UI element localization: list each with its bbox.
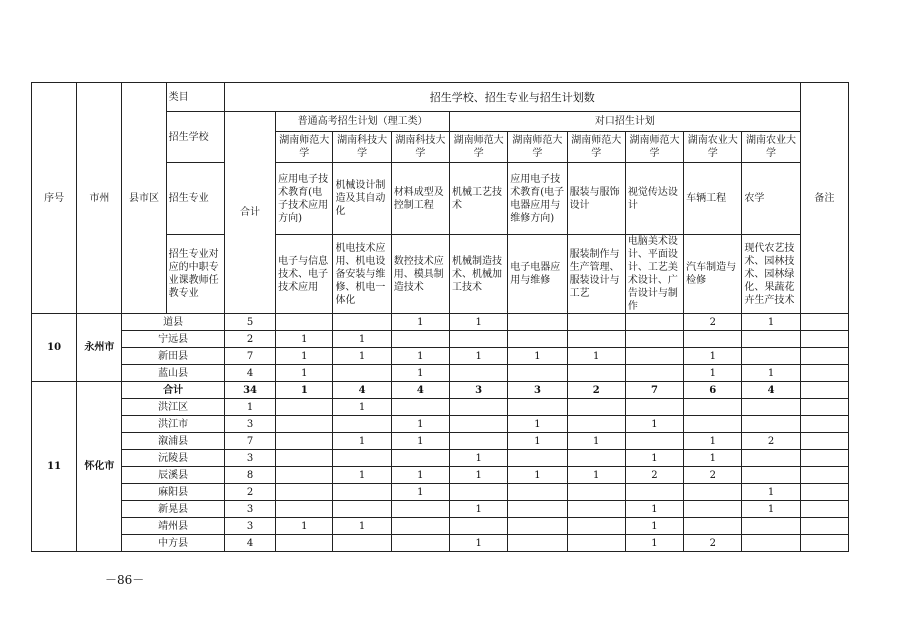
header-school-label: 招生学校 [166,112,224,163]
major-name: 应用电子技术教育(电子电器应用与维修方向) [508,163,567,235]
remark-cell [800,484,848,501]
plan-count [508,365,567,382]
row-total: 3 [224,518,275,535]
teacher-major: 数控技术应用、模具制造技术 [391,235,449,314]
county-name: 新晃县 [122,501,224,518]
plan-count [684,331,742,348]
plan-count [276,467,333,484]
remark-cell [800,433,848,450]
plan-count: 1 [391,365,449,382]
plan-count [508,314,567,331]
school-name: 湖南师范大学 [625,132,683,163]
table-row [32,501,849,518]
plan-count [276,484,333,501]
major-name: 应用电子技术教育(电子技术应用方向) [276,163,333,235]
county-name: 洪江市 [122,416,224,433]
teacher-major: 电子电器应用与维修 [508,235,567,314]
header-group-vocational: 对口招生计划 [450,112,801,132]
school-name: 湖南师范大学 [276,132,333,163]
plan-count: 1 [742,314,800,331]
plan-count [450,416,508,433]
plan-count: 1 [276,518,333,535]
plan-count: 1 [508,416,567,433]
table-row [32,518,849,535]
row-total: 1 [224,399,275,416]
teacher-major: 汽车制造与检修 [684,235,742,314]
plan-count: 1 [625,501,683,518]
table-row [32,348,849,365]
remark-cell [800,365,848,382]
plan-count: 7 [625,382,683,399]
plan-count [567,450,625,467]
plan-count [276,416,333,433]
plan-count: 1 [625,518,683,535]
plan-count [391,535,449,552]
plan-count: 1 [450,501,508,518]
plan-count [508,399,567,416]
major-name: 服装与服饰设计 [567,163,625,235]
remark-cell [800,501,848,518]
header-main-title: 招生学校、招生专业与招生计划数 [224,83,800,112]
plan-count [276,314,333,331]
remark-cell [800,399,848,416]
plan-count [391,518,449,535]
teacher-major: 机械制造技术、机械加工技术 [450,235,508,314]
school-name: 湖南科技大学 [333,132,391,163]
plan-count [567,518,625,535]
plan-count: 1 [625,535,683,552]
group-seq: 10 [32,314,77,382]
plan-count: 1 [333,518,391,535]
plan-count: 1 [333,433,391,450]
county-name: 辰溪县 [122,467,224,484]
plan-count: 1 [333,348,391,365]
row-total: 2 [224,331,275,348]
plan-count [391,450,449,467]
row-total: 3 [224,416,275,433]
remark-cell [800,382,848,399]
plan-count: 2 [684,535,742,552]
plan-count [742,518,800,535]
plan-count [450,399,508,416]
plan-count [567,399,625,416]
header-category: 类目 [166,83,224,112]
plan-count [391,501,449,518]
plan-count [742,467,800,484]
row-total: 2 [224,484,275,501]
teacher-major: 电脑美术设计、平面设计、工艺美术设计、广告设计与制作 [625,235,683,314]
plan-count: 1 [684,348,742,365]
table-row [32,314,849,331]
header-teacher-label: 招生专业对应的中职专业课教师任教专业 [166,235,224,314]
county-name: 新田县 [122,348,224,365]
plan-count: 1 [684,433,742,450]
major-name: 机械设计制造及其自动化 [333,163,391,235]
school-name: 湖南师范大学 [508,132,567,163]
plan-count: 4 [742,382,800,399]
header-total: 合计 [224,112,275,314]
table-row [32,365,849,382]
plan-count [450,433,508,450]
plan-count: 1 [567,348,625,365]
plan-count [567,535,625,552]
header-city: 市州 [77,83,122,314]
plan-count: 2 [684,314,742,331]
plan-count: 2 [742,433,800,450]
plan-count: 1 [450,467,508,484]
page-number: －86－ [105,573,145,587]
header-remark: 备注 [800,83,848,314]
school-name: 湖南师范大学 [450,132,508,163]
plan-count: 1 [276,348,333,365]
plan-count [567,331,625,348]
county-name: 靖州县 [122,518,224,535]
plan-count [276,535,333,552]
plan-count [625,399,683,416]
plan-count [684,416,742,433]
plan-count: 1 [391,433,449,450]
plan-count: 1 [742,501,800,518]
plan-count: 1 [276,331,333,348]
plan-count [333,484,391,501]
plan-count: 1 [450,348,508,365]
row-total: 3 [224,501,275,518]
remark-cell [800,535,848,552]
table-row [32,535,849,552]
plan-count: 3 [450,382,508,399]
table-row [32,399,849,416]
plan-count [684,518,742,535]
teacher-major: 机电技术应用、机电设备安装与维修、机电一体化 [333,235,391,314]
plan-count: 1 [567,433,625,450]
row-total: 7 [224,348,275,365]
plan-count [391,399,449,416]
county-name: 溆浦县 [122,433,224,450]
plan-count: 1 [508,467,567,484]
table-row [32,433,849,450]
plan-count [450,365,508,382]
major-name: 车辆工程 [684,163,742,235]
group-seq: 11 [32,382,77,552]
group-city: 怀化市 [77,382,122,552]
remark-cell [800,314,848,331]
remark-cell [800,416,848,433]
plan-count [450,484,508,501]
plan-count [742,348,800,365]
school-name: 湖南农业大学 [684,132,742,163]
plan-count [276,433,333,450]
plan-count [333,416,391,433]
plan-count: 3 [508,382,567,399]
row-total: 4 [224,365,275,382]
table-row [32,416,849,433]
plan-count: 1 [508,348,567,365]
plan-count [508,518,567,535]
plan-count [391,331,449,348]
plan-count [625,331,683,348]
plan-count: 6 [684,382,742,399]
plan-count [684,501,742,518]
remark-cell [800,450,848,467]
plan-count [333,535,391,552]
plan-count: 2 [567,382,625,399]
plan-count: 1 [742,365,800,382]
county-name: 道县 [122,314,224,331]
major-name: 视觉传达设计 [625,163,683,235]
county-name: 合计 [122,382,224,399]
plan-count [276,450,333,467]
plan-count: 2 [625,467,683,484]
plan-count [508,450,567,467]
plan-count: 1 [742,484,800,501]
plan-count: 1 [450,450,508,467]
plan-count: 2 [684,467,742,484]
plan-count: 1 [333,467,391,484]
plan-count [276,399,333,416]
row-total: 8 [224,467,275,484]
table-row [32,450,849,467]
plan-count [333,314,391,331]
plan-count [625,314,683,331]
plan-count [567,484,625,501]
major-name: 农学 [742,163,800,235]
plan-count [508,535,567,552]
table-row [32,484,849,501]
plan-count [684,484,742,501]
plan-count [742,399,800,416]
plan-count [742,331,800,348]
plan-count: 1 [684,365,742,382]
plan-count [625,433,683,450]
county-name: 宁远县 [122,331,224,348]
table-row [32,331,849,348]
remark-cell [800,467,848,484]
plan-count [508,501,567,518]
plan-count [508,331,567,348]
plan-count [625,365,683,382]
plan-count [742,416,800,433]
enrollment-plan-table [31,82,849,552]
plan-count: 1 [276,382,333,399]
remark-cell [800,518,848,535]
plan-count [742,450,800,467]
plan-count: 1 [276,365,333,382]
header-group-general: 普通高考招生计划（理工类） [276,112,450,132]
plan-count: 1 [333,399,391,416]
plan-count [567,501,625,518]
plan-count: 1 [567,467,625,484]
plan-count [333,450,391,467]
plan-count [625,348,683,365]
plan-count [742,535,800,552]
plan-count: 4 [333,382,391,399]
county-name: 中方县 [122,535,224,552]
plan-count: 1 [684,450,742,467]
plan-count: 1 [391,314,449,331]
plan-count: 4 [391,382,449,399]
major-name: 材料成型及控制工程 [391,163,449,235]
teacher-major: 电子与信息技术、电子技术应用 [276,235,333,314]
plan-count: 1 [391,467,449,484]
plan-count: 1 [625,450,683,467]
school-name: 湖南师范大学 [567,132,625,163]
row-total: 7 [224,433,275,450]
plan-count [508,484,567,501]
plan-count: 1 [391,484,449,501]
plan-count [625,484,683,501]
county-name: 洪江区 [122,399,224,416]
plan-count: 1 [450,535,508,552]
plan-count [567,365,625,382]
plan-count [333,365,391,382]
row-total: 3 [224,450,275,467]
row-total: 34 [224,382,275,399]
teacher-major: 现代农艺技术、园林技术、园林绿化、果蔬花卉生产技术 [742,235,800,314]
header-county: 县市区 [122,83,166,314]
plan-count [567,416,625,433]
county-name: 沅陵县 [122,450,224,467]
plan-count [333,501,391,518]
plan-count [567,314,625,331]
plan-count: 1 [391,416,449,433]
header-major-label: 招生专业 [166,163,224,235]
plan-count: 1 [333,331,391,348]
header-seq: 序号 [32,83,77,314]
group-city: 永州市 [77,314,122,382]
school-name: 湖南科技大学 [391,132,449,163]
plan-count [450,331,508,348]
plan-count: 1 [450,314,508,331]
plan-count: 1 [508,433,567,450]
major-name: 机械工艺技术 [450,163,508,235]
plan-count [684,399,742,416]
plan-count [450,518,508,535]
school-name: 湖南农业大学 [742,132,800,163]
row-total: 4 [224,535,275,552]
county-name: 麻阳县 [122,484,224,501]
plan-count: 1 [625,416,683,433]
county-name: 蓝山县 [122,365,224,382]
teacher-major: 服装制作与生产管理、服装设计与工艺 [567,235,625,314]
table-row [32,382,849,399]
table-row [32,467,849,484]
plan-count [276,501,333,518]
plan-count: 1 [391,348,449,365]
remark-cell [800,331,848,348]
row-total: 5 [224,314,275,331]
remark-cell [800,348,848,365]
